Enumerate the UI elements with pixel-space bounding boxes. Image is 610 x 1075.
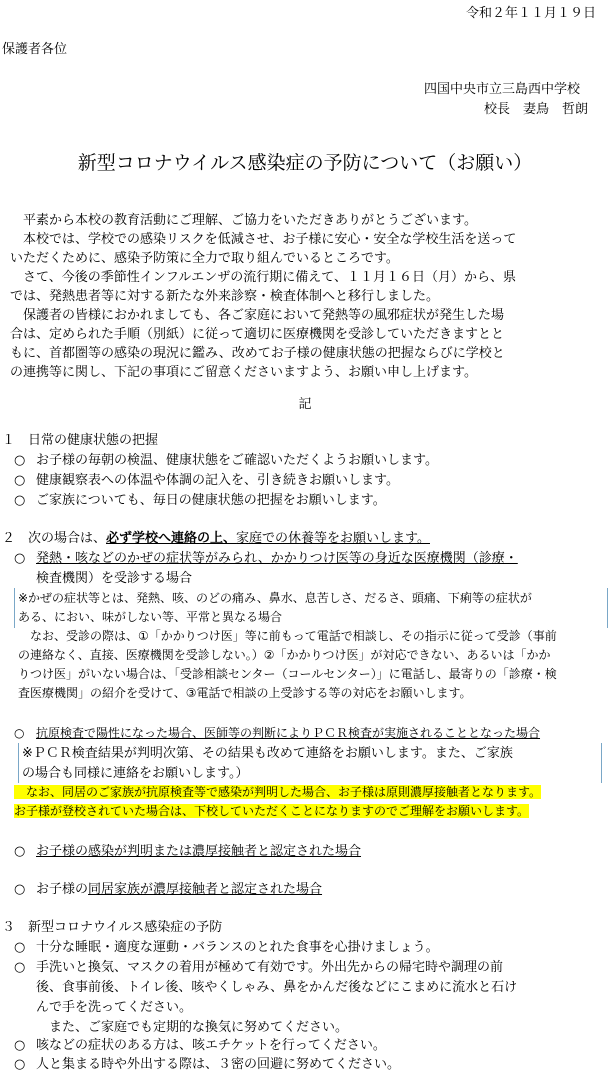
section3-heading: ３ 新型コロナウイルス感染症の予防 — [2, 920, 223, 935]
list-item-text: 発熱・咳などのかぜの症状等がみられ、かかりつけ医等の身近な医療機関（診療・ — [36, 551, 518, 566]
list-item-continuation: 検査機関）を受診する場合 — [36, 571, 193, 586]
intro-line: 保護者の皆様におかれましても、各ご家庭において発熱等の風邪症状が発生した場 — [10, 308, 505, 323]
section1-heading: １ 日常の健康状態の把握 — [2, 433, 159, 448]
list-item — [14, 724, 540, 743]
bullet-icon: ○ — [14, 726, 25, 740]
list-item-text: 抗原検査で陽性になった場合、医師等の判断によりＰＣＲ検査が実施されることとなった場合 — [36, 726, 541, 740]
bullet-icon: ○ — [14, 1057, 26, 1072]
bullet-icon: ○ — [14, 940, 26, 955]
bullet-icon: ○ — [14, 473, 26, 488]
bullet-icon: ○ — [14, 551, 26, 566]
list-item-continuation: また、ご家庭でも定期的な換気に努めてください。 — [36, 1020, 349, 1035]
list-item — [14, 880, 322, 899]
intro-line: の連携等に関し、下記の事項にご留意くださいますよう、お願い申し上げます。 — [10, 365, 477, 380]
list-item-text: 咳などの症状のある方は、咳エチケットを行ってください。 — [36, 1038, 386, 1053]
bullet-icon: ○ — [14, 882, 26, 897]
school-name: 四国中央市立三島西中学校 — [423, 82, 580, 97]
note-line: ※かぜの症状等とは、発熱、咳、のどの痛み、鼻水、息苦しさ、だるさ、頭痛、下痢等の症状が — [18, 591, 532, 605]
note-line: の場合も同様に連絡をお願いします。） — [22, 766, 249, 781]
heading-suffix: 家庭での休養等をお願いします。 — [236, 531, 430, 546]
list-item-text: 健康観察表への体温や体調の記入を、引き続きお願いします。 — [36, 473, 399, 488]
highlight-note — [14, 783, 541, 821]
section2-heading — [2, 529, 430, 548]
visit-line: なお、受診の際は、①「かかりつけ医」等に前もって電話で相談し、その指示に従って受診（事前 — [18, 629, 557, 643]
list-item-text: お子様の毎朝の検温、健康状態をご確認いただくようお願いします。 — [36, 453, 438, 468]
list-item-text: 人と集まる時や外出する際は、３密の回避に努めてください。 — [36, 1057, 401, 1072]
visit-line: 査医療機関」の紹介を受けて、③電話で相談の上受診する等の対応をお願いします。 — [18, 686, 472, 700]
intro-line: 合は、定められた手順（別紙）に従って適切に医療機関を受診していただきますとと — [10, 327, 505, 342]
visit-line: の連絡なく、直接、医療機関を受診しない。）②「かかりつけ医」が対応できない、あるいは「かか — [18, 648, 551, 662]
intro-line: 本校では、学校での感染リスクを低減させ、お子様に安心・安全な学校生活を送って — [10, 232, 517, 247]
intro-line: いただくために、感染予防策に全力で取り組んでいるところです。 — [10, 251, 399, 266]
list-item-continuation: 後、食事前後、トイレ後、咳やくしゃみ、鼻をかんだ後などにこまめに流水と石け — [36, 980, 518, 995]
intro-line: では、発熱患者等に対する新たな外来診察・検査体制へと移行しました。 — [10, 289, 440, 304]
heading-emphasis: 必ず学校へ連絡の上、 — [106, 531, 237, 546]
list-item-text: 手洗いと換気、マスクの着用が極めて有効です。外出先からの帰宅時や調理の前 — [36, 960, 503, 975]
bullet-icon: ○ — [14, 493, 26, 508]
ki-heading: 記 — [298, 397, 312, 412]
list-item-text: ご家族についても、毎日の健康状態の把握をお願いします。 — [36, 493, 386, 508]
bullet-icon: ○ — [14, 453, 26, 468]
note-line: ある、におい、味がしない等、平常と異なる場合 — [18, 610, 283, 624]
note-line: ※ＰＣＲ検査結果が判明次第、その結果も改めて連絡をお願いします。また、ご家族 — [22, 746, 513, 761]
list-item — [14, 471, 399, 490]
list-item-text: お子様の感染が判明または濃厚接触者と認定された場合 — [36, 844, 362, 859]
highlight-line: お子様が登校されていた場合は、下校していただくことになりますのでご理解をお願いします。 — [14, 804, 530, 818]
visit-note — [18, 627, 557, 703]
intro-line: 平素から本校の教育活動にご理解、ご協力をいただきありがとうございます。 — [10, 213, 477, 228]
list-item — [14, 1036, 386, 1055]
list-item-text: お子様の — [36, 882, 89, 897]
list-item — [14, 549, 518, 568]
bullet-icon: ○ — [14, 1038, 26, 1053]
list-item-text-underlined: 同居家族が濃厚接触者と認定された場合 — [88, 882, 323, 897]
document-title: 新型コロナウイルス感染症の予防について（お願い） — [77, 152, 533, 174]
principal-name: 校長 妻鳥 哲朗 — [483, 102, 588, 117]
recipient: 保護者各位 — [2, 42, 68, 57]
list-item-continuation: んで手を洗ってください。 — [36, 1000, 193, 1015]
list-item-text: 十分な睡眠・適度な運動・バランスのとれた食事を心掛けましょう。 — [36, 940, 439, 955]
intro-line: もに、首都圏等の感染の現況に鑑み、改めてお子様の健康状態の把握ならびに学校と — [10, 346, 505, 361]
list-item — [14, 1055, 400, 1074]
visit-line: りつけ医」がいない場合は、「受診相談センター（コールセンター）」に電話し、最寄りの「診療・検 — [18, 667, 557, 681]
date: 令和２年１１月１９日 — [465, 6, 596, 21]
list-item — [14, 491, 386, 510]
list-item — [14, 451, 438, 470]
intro-paragraph — [10, 211, 605, 382]
bullet-icon: ○ — [14, 960, 26, 975]
intro-line: さて、今後の季節性インフルエンザの流行期に備えて、１１月１６日（月）から、県 — [10, 270, 516, 285]
highlight-line: なお、同居のご家族が抗原検査等で感染が判明した場合、お子様は原則濃厚接触者となります。 — [14, 785, 542, 799]
bullet-icon: ○ — [14, 844, 26, 859]
list-item — [14, 938, 439, 957]
heading-prefix: ２ 次の場合は、 — [2, 531, 107, 546]
list-item — [14, 958, 503, 977]
list-item — [14, 842, 361, 861]
